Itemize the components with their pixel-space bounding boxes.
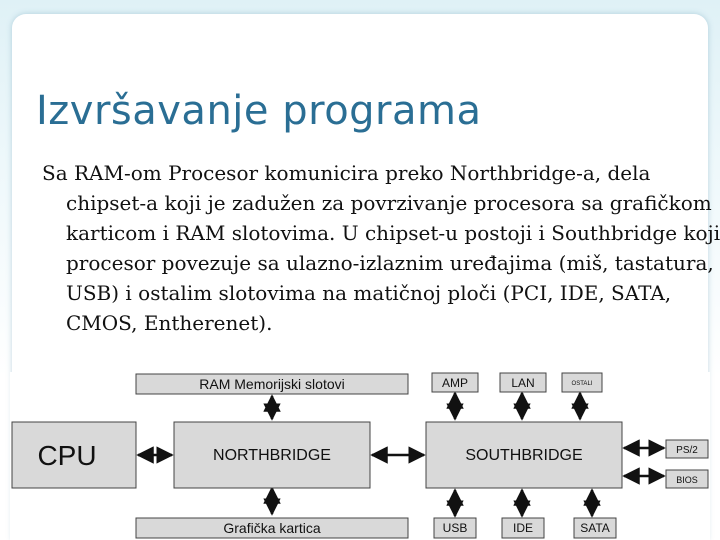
ostali-label: OSTALI xyxy=(571,381,593,387)
ram-slots-label: RAM Memorijski slotovi xyxy=(199,376,345,392)
bios-label: BIOS xyxy=(676,475,698,485)
usb-label: USB xyxy=(442,521,468,535)
slide-body-text: Sa RAM-om Procesor komunicira preko Northbridge-a, dela chipset-a koji je zadužen za povrzivanje procesora sa grafičkom karticom i RAM slotovima. U chipset-u postoji i Southbridge koji procesor povezuje sa ulazno-izlaznim uređajima (miš, tastatura, USB) i ostalim slotovima na matičnoj ploči (PCI, IDE, SATA, CMOS, Entherenet). xyxy=(42,161,720,335)
lan-label: LAN xyxy=(511,376,535,390)
amp-block xyxy=(432,373,478,392)
ide-block xyxy=(502,518,544,538)
amp-label: AMP xyxy=(441,376,469,390)
ram-slots-block xyxy=(136,374,408,394)
northbridge-block xyxy=(174,422,370,488)
usb-block xyxy=(434,518,476,538)
northbridge-label: NORTHBRIDGE xyxy=(213,447,331,464)
sata-block xyxy=(574,518,616,538)
ostali-block xyxy=(562,373,602,392)
ps2-block xyxy=(666,440,708,458)
bios-block xyxy=(666,470,708,488)
lan-block xyxy=(500,373,546,392)
southbridge-label: SOUTHBRIDGE xyxy=(465,447,583,464)
ide-label: IDE xyxy=(512,521,534,535)
southbridge-block xyxy=(426,422,622,488)
ps2-label: PS/2 xyxy=(676,445,698,456)
graphics-card-label: Grafička kartica xyxy=(223,520,321,536)
graphics-card-block xyxy=(136,518,408,538)
sata-label: SATA xyxy=(580,521,610,535)
cpu-label: CPU xyxy=(37,440,97,471)
cpu-block xyxy=(12,422,136,488)
slide-title: Izvršavanje programa xyxy=(36,88,482,134)
